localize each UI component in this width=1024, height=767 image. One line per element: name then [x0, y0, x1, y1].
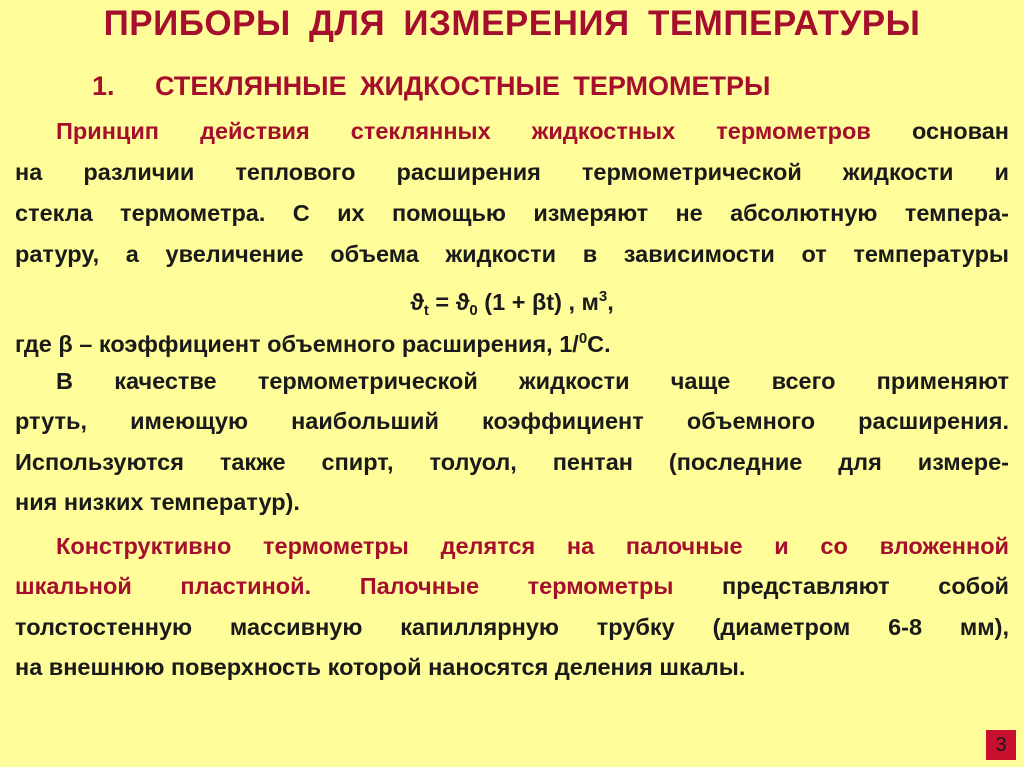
para3-line3: толстостенную массивную капиллярную трубку (диаметром 6-8 мм),: [15, 614, 1009, 640]
para2-line2: ртуть, имеющую наибольший коэффициент объемного расширения.: [15, 408, 1009, 434]
para3-line2: [15, 571, 1009, 601]
para2-line3: Используются также спирт, толуол, пентан (последние для измере-: [15, 449, 1009, 475]
where-line: [15, 324, 1009, 359]
slide-title: ПРИБОРЫ ДЛЯ ИЗМЕРЕНИЯ ТЕМПЕРАТУРЫ: [103, 4, 921, 43]
where-sup: 0: [578, 330, 588, 347]
formula-rhs-rest: (1 + βt) , м: [477, 289, 599, 315]
para1-highlight: Принцип действия стеклянных жидкостных термометров: [56, 118, 871, 144]
para1-line4: ратуру, а увеличение объема жидкости в зависимости от температуры: [15, 241, 1009, 267]
formula-equals: =: [428, 289, 456, 315]
where-unit: С.: [587, 331, 611, 357]
section-number: 1.: [92, 71, 115, 101]
formula-unit-exp: 3: [598, 288, 608, 305]
para1-line1: [56, 116, 1009, 146]
para3-line4: на внешнюю поверхность которой наносятся деления шкалы.: [15, 654, 746, 680]
para1-lead-rest: основан: [870, 118, 1010, 144]
para1-line2: на различии теплового расширения термометрической жидкости и: [15, 159, 1009, 185]
formula-lhs-symbol: ϑ: [410, 289, 424, 315]
para2-line4: ния низких температур).: [15, 489, 300, 515]
section-heading: [92, 70, 770, 102]
section-heading-text: СТЕКЛЯННЫЕ ЖИДКОСТНЫЕ ТЕРМОМЕТРЫ: [155, 71, 771, 101]
para3-line2-rest: представляют собой: [673, 573, 1009, 599]
para3-line1: Конструктивно термометры делятся на палочные и со вложенной: [56, 533, 1009, 559]
para2-line1: В качестве термометрической жидкости чаще всего применяют: [56, 368, 1009, 394]
formula-rhs-symbol: ϑ: [455, 289, 470, 315]
formula-rhs-sub: 0: [469, 302, 478, 319]
para1-line3: стекла термометра. С их помощью измеряют не абсолютную темпера-: [15, 200, 1009, 226]
volume-formula: [0, 282, 1024, 326]
formula-tail: ,: [607, 289, 614, 315]
page-number-badge: 3: [986, 730, 1016, 760]
para3-highlight: шкальной пластиной. Палочные термометры: [15, 573, 674, 599]
formula-lhs-sub: t: [423, 302, 429, 319]
where-text: где β – коэффициент объемного расширения, 1/: [15, 331, 579, 357]
